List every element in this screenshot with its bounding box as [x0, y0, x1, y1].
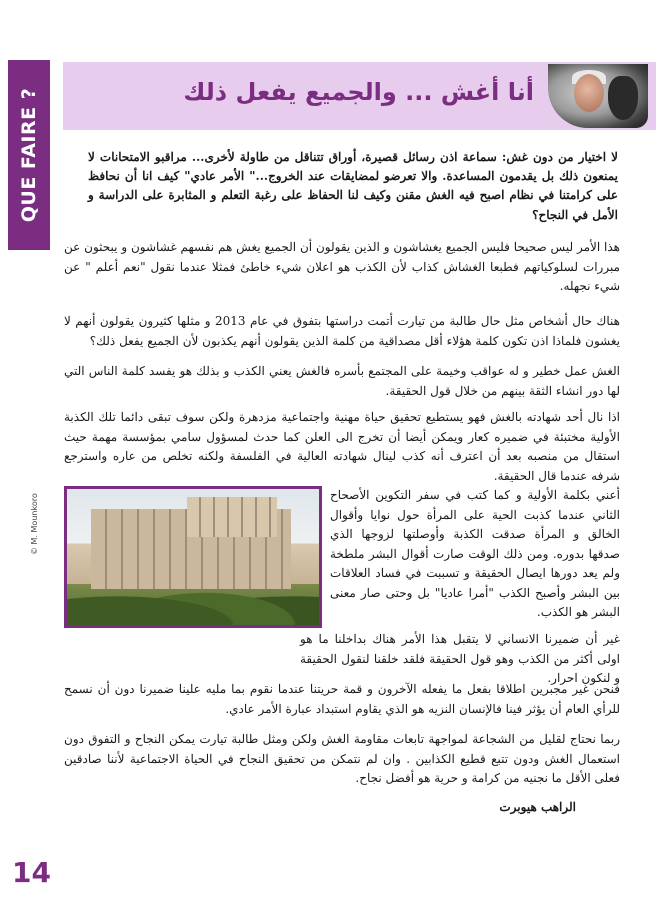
body-paragraph-7: فنحن غير مجبرين اطلاقا بفعل ما يفعله الآخرون و قمة حريتنا عندما نقوم بما مليه علينا ضميرنا دون أن نسمح للرأي العام أن يؤثر فينا فالإنسان النزيه هو الذي يقاوم استبداد عبارة الأمر عادي.	[64, 682, 620, 716]
page-number: 14	[12, 856, 51, 889]
section-side-bar	[8, 60, 50, 250]
body-paragraph-3: الغش عمل خطير و له عواقب وخيمة على المجتمع بأسره فالغش يعني الكذب و بذلك هو يفسد كلمة الناس التي لها دور انشاء الثقة بينهم من خلال قول الحقيقة.	[64, 364, 620, 398]
title-band	[63, 62, 656, 130]
body-paragraph-2: هناك حال أشخاص مثل حال طالبة من تيارت أتمت دراستها بتفوق في عام 2013 و مثلها كثيرون يقولون أنهم لا يغشون فلماذا اذن تكون كلمة هؤلاء أقل مصداقية من كلمة الذين يقولون أنهم يكذبون لأن الجميع يفعل ذلك؟	[64, 314, 620, 348]
intro-paragraph: لا اختيار من دون غش: سماعة اذن رسائل قصيرة، أوراق تتناقل من طاولة لأخرى... مراقبو الامتحانات لا يمنعون ذلك بل يقدمون المساعدة. والا تعرضو لمضايقات عند الخروج..." الأمر عادي" كيف انا أن نحافظ على كرامتنا في نظام اصبح فيه الغش مقنن وكيف لنا الحفاظ على رغبة التعلم و المثابرة على الدراسة و الأمل في النجاح؟	[88, 150, 618, 222]
author-signature: الراهب هيوبرت	[499, 800, 576, 814]
section-label: QUE FAIRE ?	[18, 87, 40, 223]
mirror-photo	[548, 64, 648, 128]
body-paragraph-5: أعني بكلمة الأولية و كما كتب في سفر التكوين الأصحاح الثاني عندما كذبت الحية على المرأة حول نوايا وأقوال الخالق و المرأة صدقت الكذبة وأوصلتها لزوجها الذي صدقها بدوره. ومن ذلك الوقت صارت أقوال البشر ملطخة ولم يعد دورها ايصال الحقيقة و تسببت في فساد العلاقات بين البشر وأصبح الكذب "أمرا عاديا" بل وحتى صار معنى البشر هو الكذب.	[330, 488, 620, 619]
article-title: أنا أغش ... والجميع يفعل ذلك	[183, 78, 534, 106]
body-paragraph-6: غير أن ضميرنا الانساني لا يتقبل هذا الأمر هناك بداخلنا ما هو اولى أكثر من الكذب وهو قول الحقيقة فلقد خلقنا لنقول الحقيقة و لنكون احرار.	[300, 632, 620, 685]
building-photo	[64, 486, 322, 628]
body-paragraph-4: اذا نال أحد شهادته بالغش فهو يستطيع تحقيق حياة مهنية واجتماعية مزدهرة ولكن سوف تبقى دائما تلك الكذبة الأولية مختبئة في ضميره كعار ويمكن أيضا أن تخرج الى العلن كما حدث لمسؤول سامي بمؤسسة مهمة حيث استقال من منصبه بعد أن اعترف أنه كذب لينال شهادته العالية في الفلسفة ولكنه تخلص من عاره واسترجع شرفه عندما قال الحقيقة.	[64, 410, 620, 483]
photo-credit: © M. Mounkoro	[30, 493, 39, 555]
body-paragraph-8: ربما نحتاج لقليل من الشجاعة لمواجهة تابعات مقاومة الغش ولكن ومثل طالبة تيارت يمكن النجاح و التفوق دون استعمال الغش ودون تتبع قطيع الكذابين . وان لم نتمكن من تحقيق النجاح في الحياة الاجتماعية لأننا صادقين فعلى الأقل ما نجنيه من كرامة و حرية هو أفضل نجاح.	[64, 732, 620, 785]
body-paragraph-1: هذا الأمر ليس صحيحا فليس الجميع يغشاشون و الذين يقولون أن الجميع يغش هم نفسهم غشاشون و يبحثون عن مبررات لسلوكياتهم فطبعا الغشاش كذاب لأن الكذب هو اعلان شيء خاطئ فمثلا عندما نقول "نعم أعلم " عن شيء نجهله.	[64, 240, 620, 293]
